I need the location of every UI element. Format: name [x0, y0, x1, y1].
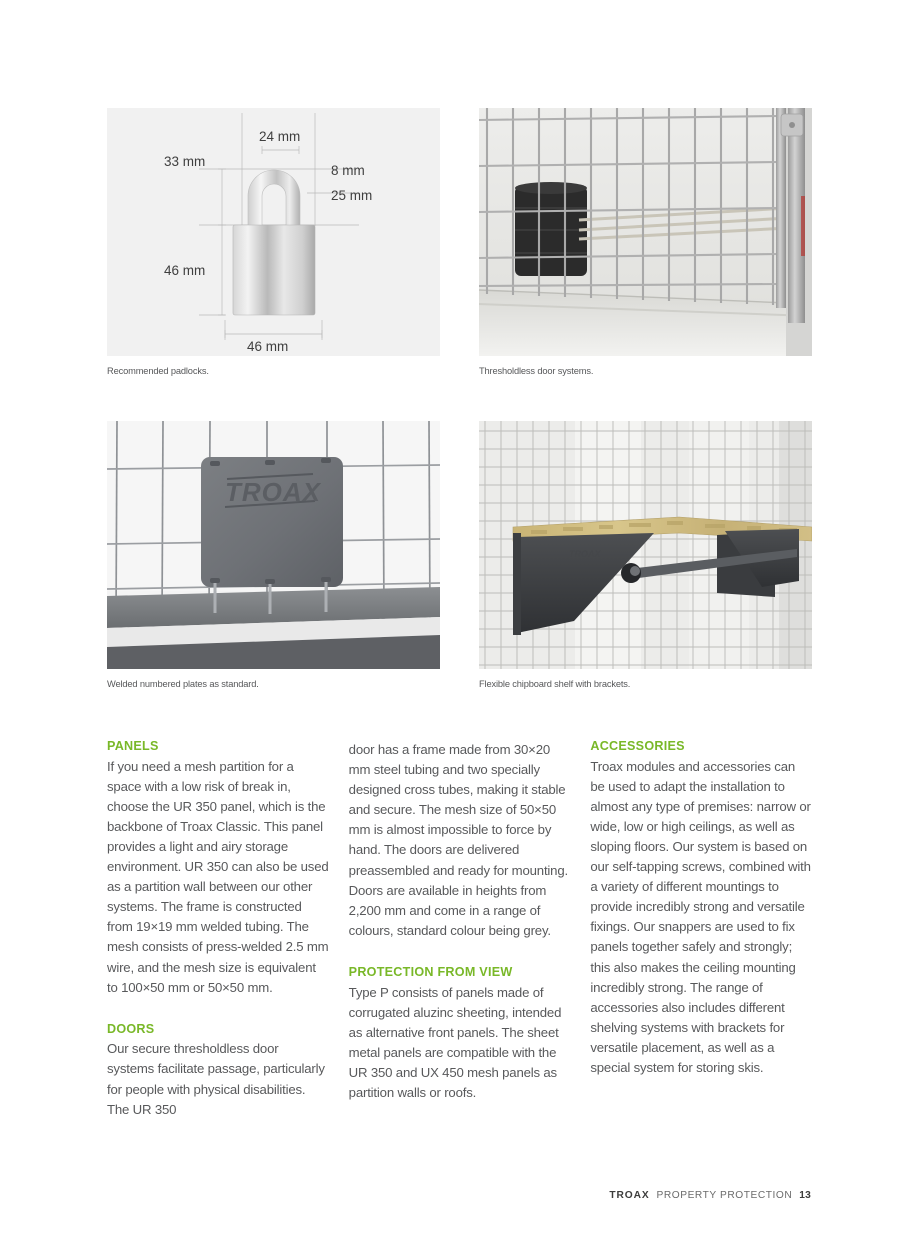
troax-embossed-logo: TROAX	[225, 477, 321, 507]
section-heading-doors: DOORS	[107, 1021, 155, 1036]
text-column-2	[349, 740, 571, 1120]
section-heading-protection-from-view: PROTECTION FROM VIEW	[348, 964, 513, 979]
section-body-doors-continued: door has a frame made from 30×20 mm steel tubing and two specially designed cross tubes, making it stable and secure. The mesh size of 50×50 mm is almost impossible to force by hand. The doors are delivered preassembled and ready for mounting. Doors are available in heights from 2,200 mm and come in a range of colours, standard colour being grey.	[348, 742, 568, 938]
body-columns	[107, 740, 812, 1120]
section-heading-accessories: ACCESSORIES	[590, 739, 685, 753]
dim-label-24mm: 24 mm	[259, 129, 301, 144]
footer-page-number: 13	[799, 1190, 811, 1201]
bracket-troax-mark: TROAX	[569, 549, 601, 559]
dim-label-46mm-height: 46 mm	[164, 263, 206, 278]
text-column-1	[107, 740, 329, 1120]
figure-caption: Thresholdless door systems.	[479, 366, 594, 376]
figure-row-bottom	[107, 421, 811, 689]
thresholdless-door-photo	[479, 108, 812, 356]
dim-label-25mm: 25 mm	[331, 188, 373, 203]
figure-numbered-plate	[107, 421, 440, 689]
figure-caption: Welded numbered plates as standard.	[107, 679, 259, 689]
section-body-accessories: Troax modules and accessories can be used to adapt the installation to almost any type of premises: narrow or wide, low or high ceilings, as well as sloping floors. Our system is based on our self-tapping screws, combined with a variety of different mountings to provide incredibly strong and versatile fixings. Our snappers are used to fix panels together safely and strongly; this also makes the ceiling mounting incredibly strong. The range of accessories also includes different shelving systems with brackets for versatile placement, as well as a special system for storing skis.	[590, 758, 811, 1075]
page-footer	[609, 1190, 811, 1201]
chipboard-shelf-photo-frame	[479, 421, 812, 669]
footer-brand: TROAX	[609, 1190, 650, 1201]
figure-padlock-diagram	[107, 108, 440, 376]
figure-caption: Flexible chipboard shelf with brackets.	[479, 679, 631, 689]
footer-section: PROPERTY PROTECTION	[656, 1190, 793, 1201]
numbered-plate-photo-frame	[107, 421, 440, 669]
text-column-3	[590, 740, 812, 1120]
section-body-panels: If you need a mesh partition for a space with a low risk of break in, choose the UR 350 panel, which is the backbone of Troax Classic. This panel provides a light and airy storage environment. UR 350 can also be used as a partition wall between our other systems. The frame is constructed from 19×19 mm welded tubing. The mesh consists of press-welded 2.5 mm wire, and the mesh size is equivalent to 100×50 mm or 50×50 mm.	[107, 758, 329, 995]
padlock-technical-drawing	[107, 108, 440, 356]
chipboard-shelf-photo	[479, 421, 812, 669]
dim-label-8mm: 8 mm	[331, 163, 365, 178]
padlock-diagram-frame	[107, 108, 440, 356]
dim-label-33mm: 33 mm	[164, 154, 206, 169]
section-heading-panels: PANELS	[107, 739, 159, 753]
figure-caption: Recommended padlocks.	[107, 366, 209, 376]
figure-thresholdless-door	[479, 108, 812, 376]
numbered-plate-photo	[107, 421, 440, 669]
figure-row-top	[107, 108, 811, 376]
figure-grid	[107, 108, 811, 689]
section-body-doors: Our secure thresholdless door systems facilitate passage, particularly for people with physical disabilities. The UR 350	[107, 1041, 325, 1117]
thresholdless-door-photo-frame	[479, 108, 812, 356]
dim-label-46mm-width: 46 mm	[247, 339, 289, 354]
figure-chipboard-shelf	[479, 421, 812, 689]
section-body-protection-from-view: Type P consists of panels made of corrugated aluzinc sheeting, intended as alternative front panels. The sheet metal panels are compatible with the UR 350 and UX 450 mesh panels as partition walls or roofs.	[348, 984, 562, 1100]
